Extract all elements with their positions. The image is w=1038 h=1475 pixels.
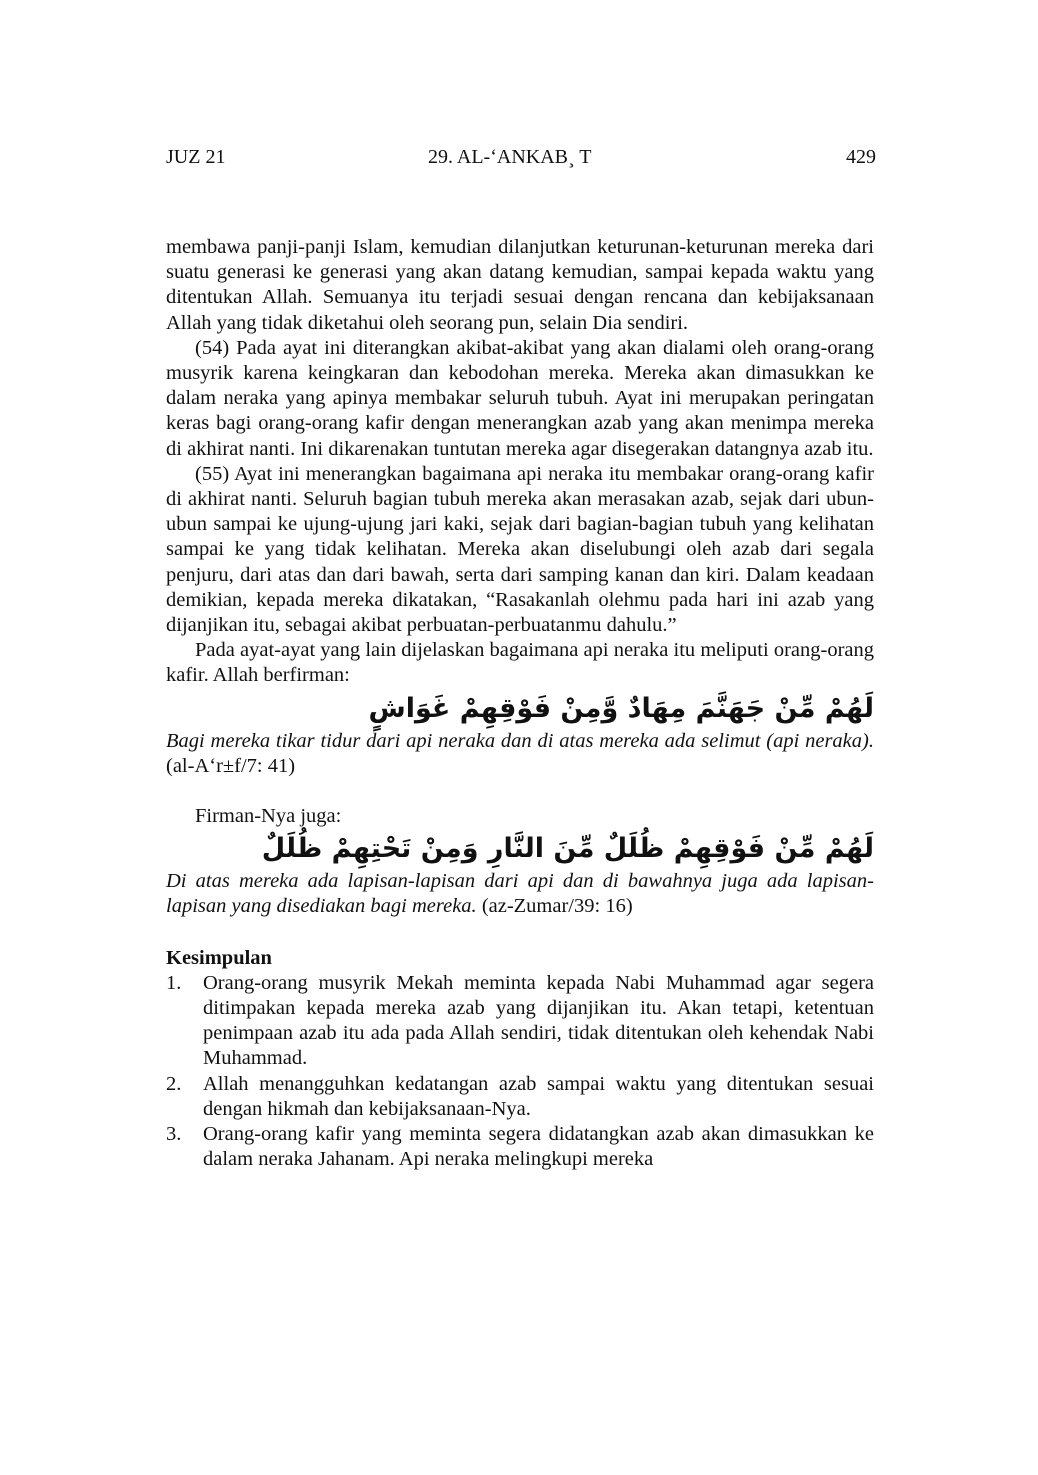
running-header [166,146,876,174]
list-item [166,971,874,1072]
list-item-text: Allah menangguhkan kedatangan azab sampai waktu yang ditentukan sesuai dengan hikmah dan kebijaksanaan-Nya. [203,1072,874,1120]
paragraph-intro-firman: Pada ayat-ayat yang lain dijelaskan bagaimana api neraka itu meliputi orang-orang kafir. Allah berfirman: [166,639,874,687]
list-item-number: 1. [166,971,182,994]
paragraph-verse-54: (54) Pada ayat ini diterangkan akibat-akibat yang akan dialami oleh orang-orang musyrik karena keingkaran dan kebodohan mereka. Mereka akan dimasukkan ke dalam neraka yang apinya membakar seluruh tubuh. Ayat ini merupakan peringatan keras bagi orang-orang kafir dengan menerangkan azab yang akan menimpa mereka di akhirat nanti. Ini dikarenakan tuntutan mereka agar disegerakan datangnya azab itu. [166,336,874,460]
conclusion-heading: Kesimpulan [166,946,272,969]
page-number: 429 [846,146,876,168]
verse-2-reference: (az-Zumar/39: 16) [481,895,633,918]
list-item-text: Orang-orang kafir yang meminta segera didatangkan azab akan dimasukkan ke dalam neraka Jahanam. Api neraka melingkupi mereka [203,1123,874,1171]
arabic-verse-1: لَهُمْ مِّنْ جَهَنَّمَ مِهَادٌ وَّمِنْ فَوْقِهِمْ غَوَاشٍ [368,692,874,724]
verse-2-translation-text: Di atas mereka ada lapisan-lapisan dari api dan di bawahnya juga ada lapisan-lapisan yang disediakan bagi mereka. [166,870,874,918]
arabic-verse-2: لَهُمْ مِّنْ فَوْقِهِمْ ظُلَلٌ مِّنَ النَّارِ وَمِنْ تَحْتِهِمْ ظُلَلٌ [261,833,874,865]
list-item-number: 2. [166,1072,182,1095]
paragraph-continuation: membawa panji-panji Islam, kemudian dilanjutkan keturunan-keturunan mereka dari suatu generasi ke generasi yang akan datang kemudian, sampai kepada waktu yang ditentukan Allah. Semuanya itu terjadi sesuai dengan rencana dan kebijaksanaan Allah yang tidak diketahui oleh seorang pun, selain Dia sendiri. [166,236,874,334]
list-item [166,1122,874,1172]
list-item-number: 3. [166,1123,182,1146]
verse-1-reference: (al-A‘r±f/7: 41) [166,754,296,777]
firman-line: Firman-Nya juga: [195,805,342,828]
list-item [166,1072,874,1122]
chapter-title: 29. AL-‘ANKAB¸ T [428,146,592,168]
paragraph-verse-55: (55) Ayat ini menerangkan bagaimana api neraka itu membakar orang-orang kafir di akhirat nanti. Seluruh bagian tubuh mereka akan merasakan azab, sejak dari ubun-ubun sampai ke ujung-ujung jari kaki, sejak dari bagian-bagian tubuh yang kelihatan sampai ke yang tidak kelihatan. Mereka akan diselubungi oleh azab dari segala penjuru, dari atas dan dari bawah, serta dari samping kanan dan kiri. Dalam keadaan demikian, kepada mereka dikatakan, “Rasakanlah olehmu pada hari ini azab yang dijanjikan itu, sebagai akibat perbuatan-perbuatanmu dahulu.” [166,462,874,637]
juz-label: JUZ 21 [166,146,226,168]
verse-1-translation [166,729,874,779]
verse-2-translation [166,869,874,919]
verse-1-translation-text: Bagi mereka tikar tidur dari api neraka dan di atas mereka ada selimut (api neraka). [166,729,874,752]
page-body [166,235,874,1173]
list-item-text: Orang-orang musyrik Mekah meminta kepada Nabi Muhammad agar segera ditimpakan kepada mereka azab yang dijanjikan itu. Akan tetapi, ketentuan penimpaan azab itu ada pada Allah sendiri, tidak ditentukan oleh kehendak Nabi Muhammad. [203,971,874,1070]
conclusion-list [166,971,874,1173]
